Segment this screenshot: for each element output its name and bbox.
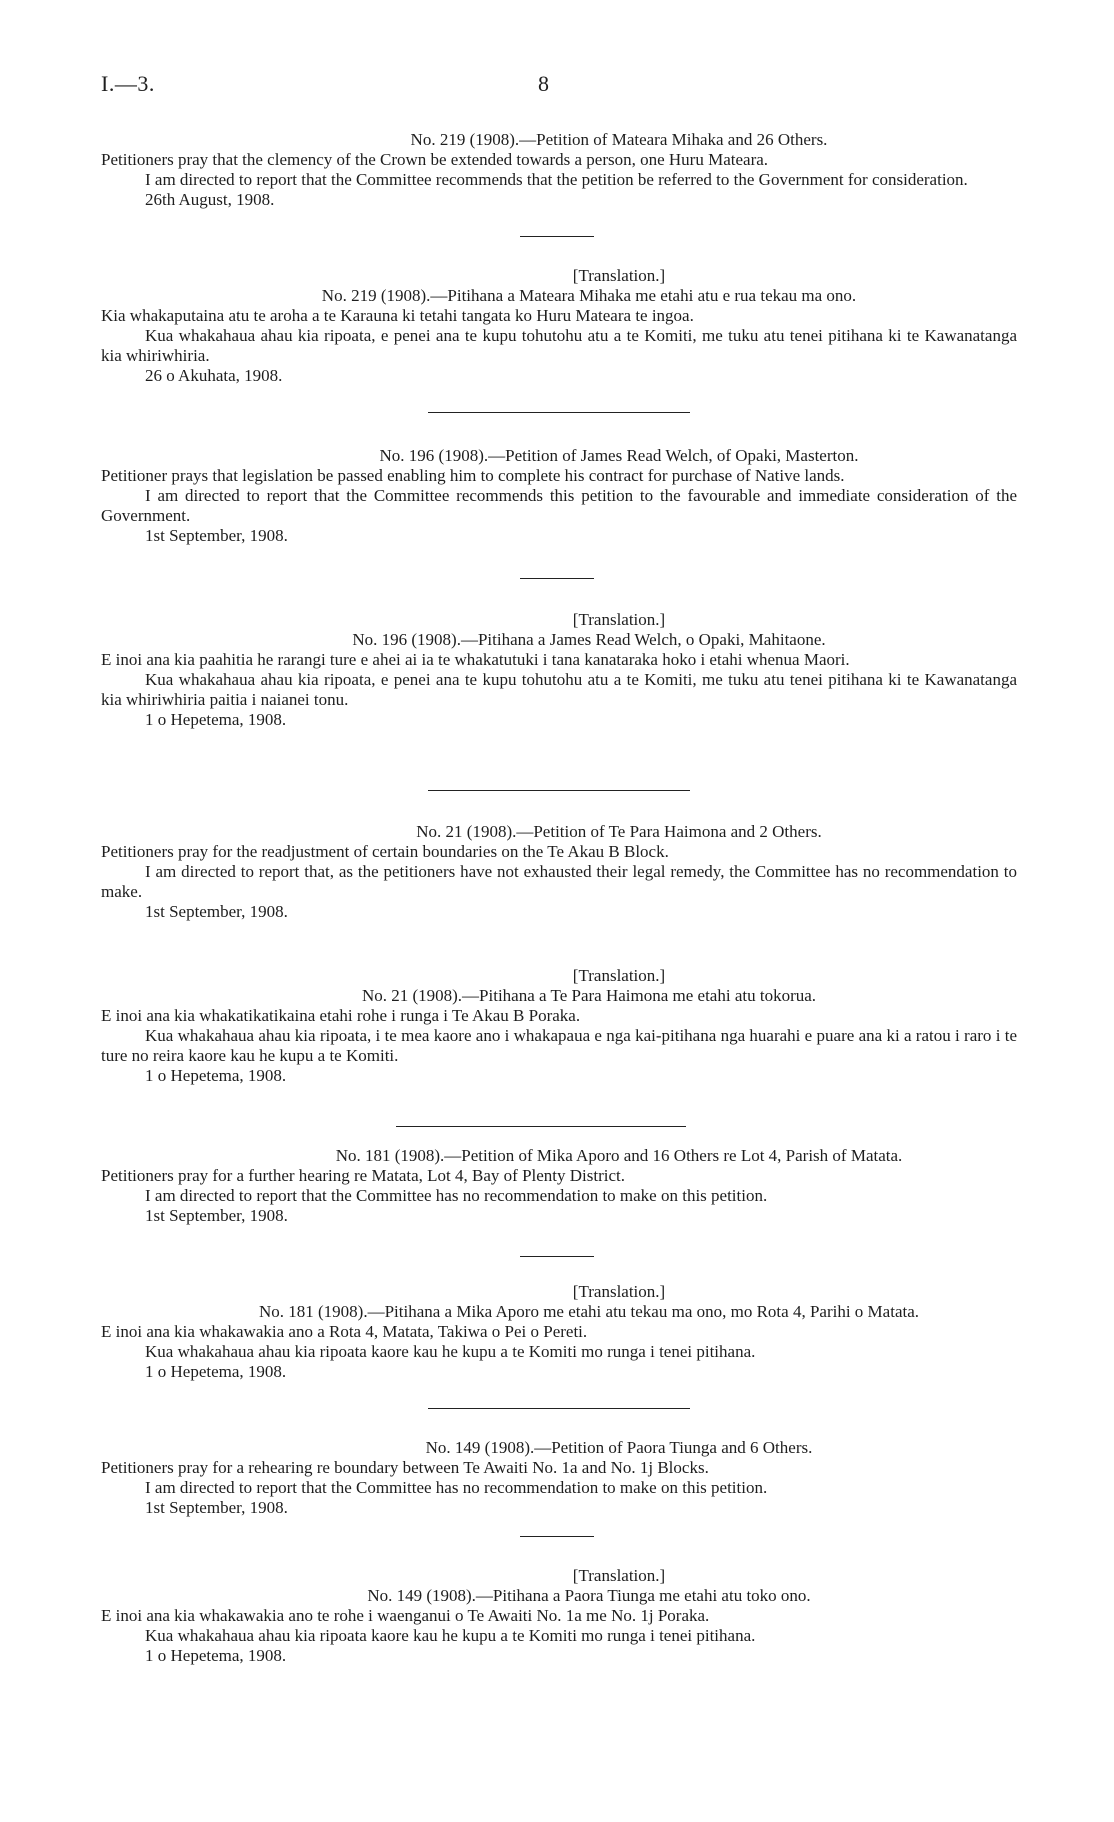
petition-prayer: Petitioner prays that legislation be passed enabling him to complete his contract for purchase of Native lands. — [101, 466, 845, 485]
section-rule — [520, 578, 594, 579]
translation-report: Kua whakahaua ahau kia ripoata, e penei ana te kupu tohutohu atu a te Komiti, me tuku atu tenei pitihana ki te Kawanatanga kia whiriwhiria. — [101, 326, 1017, 365]
petition-entry — [101, 446, 1017, 546]
report-date: 26th August, 1908. — [145, 190, 275, 209]
committee-report: I am directed to report that the Committee has no recommendation to make on this petition. — [145, 1478, 768, 1497]
translation-date: 1 o Hepetema, 1908. — [145, 1066, 287, 1085]
petition-title: No. 21 (1908).—Petition of Te Para Haimona and 2 Others. — [416, 822, 822, 841]
petition-prayer: Petitioners pray for the readjustment of certain boundaries on the Te Akau B Block. — [101, 842, 669, 861]
translation-label: [Translation.] — [572, 610, 666, 629]
petition-prayer: Petitioners pray that the clemency of the Crown be extended towards a person, one Huru Mateara. — [101, 150, 769, 169]
petition-entry — [101, 822, 1017, 922]
document-reference: I.—3. — [101, 71, 155, 96]
translation-report: Kua whakahaua ahau kia ripoata, i te mea kaore ano i whakapaua e nga kai-pitihana nga huarahi e puare ana ki a ratou i raro i te ture no reira kaore kau he kupu a te Komiti. — [101, 1026, 1017, 1065]
translation-prayer: E inoi ana kia paahitia he rarangi ture e ahei ai ia te whakatutuki i tana kanataraka hoko i etahi whenua Maori. — [101, 650, 850, 669]
translation-entry — [101, 966, 1017, 1086]
section-rule — [520, 1536, 594, 1537]
translation-entry — [101, 1566, 1017, 1666]
translation-prayer: E inoi ana kia whakawakia ano a Rota 4, Matata, Takiwa o Pei o Pereti. — [101, 1322, 588, 1341]
petition-entry — [101, 130, 1017, 210]
petition-title: No. 181 (1908).—Petition of Mika Aporo and 16 Others re Lot 4, Parish of Matata. — [335, 1146, 903, 1165]
translation-date: 26 o Akuhata, 1908. — [145, 366, 283, 385]
translation-date: 1 o Hepetema, 1908. — [145, 710, 287, 729]
translation-date: 1 o Hepetema, 1908. — [145, 1362, 287, 1381]
entry-divider — [428, 412, 690, 413]
petition-entry — [101, 1146, 1017, 1226]
translation-label: [Translation.] — [572, 966, 666, 985]
translation-title: No. 219 (1908).—Pitihana a Mateara Mihaka me etahi atu e rua tekau ma ono. — [321, 286, 857, 305]
translation-report: Kua whakahaua ahau kia ripoata, e penei ana te kupu tohutohu atu a te Komiti, me tuku atu tenei pitihana ki te Kawanatanga kia whiriwhiria paitia i naianei tonu. — [101, 670, 1017, 709]
entry-divider — [396, 1126, 686, 1127]
translation-entry — [101, 1282, 1017, 1382]
translation-report: Kua whakahaua ahau kia ripoata kaore kau he kupu a te Komiti mo runga i tenei pitihana. — [145, 1342, 756, 1361]
committee-report: I am directed to report that the Committee recommends this petition to the favourable and immediate consideration of the Government. — [101, 486, 1017, 525]
report-date: 1st September, 1908. — [145, 1498, 288, 1517]
petition-prayer: Petitioners pray for a further hearing re Matata, Lot 4, Bay of Plenty District. — [101, 1166, 626, 1185]
committee-report: I am directed to report that the Committee recommends that the petition be referred to the Government for consideration. — [145, 170, 968, 189]
translation-entry — [101, 266, 1017, 386]
translation-prayer: E inoi ana kia whakawakia ano te rohe i waenganui o Te Awaiti No. 1a me No. 1j Poraka. — [101, 1606, 710, 1625]
entry-divider — [428, 1408, 690, 1409]
translation-prayer: Kia whakaputaina atu te aroha a te Karauna ki tetahi tangata ko Huru Mateara te ingoa. — [101, 306, 694, 325]
petition-title: No. 196 (1908).—Petition of James Read Welch, of Opaki, Masterton. — [379, 446, 859, 465]
page-number: 8 — [538, 71, 549, 96]
committee-report: I am directed to report that the Committee has no recommendation to make on this petition. — [145, 1186, 768, 1205]
translation-label: [Translation.] — [572, 1282, 666, 1301]
report-date: 1st September, 1908. — [145, 1206, 288, 1225]
report-date: 1st September, 1908. — [145, 902, 288, 921]
committee-report: I am directed to report that, as the petitioners have not exhausted their legal remedy, the Committee has no recommendation to make. — [101, 862, 1017, 901]
translation-label: [Translation.] — [572, 1566, 666, 1585]
petition-title: No. 219 (1908).—Petition of Mateara Mihaka and 26 Others. — [410, 130, 828, 149]
section-rule — [520, 1256, 594, 1257]
translation-title: No. 21 (1908).—Pitihana a Te Para Haimona me etahi atu tokorua. — [361, 986, 817, 1005]
translation-title: No. 181 (1908).—Pitihana a Mika Aporo me etahi atu tekau ma ono, mo Rota 4, Parihi o Matata. — [258, 1302, 920, 1321]
petition-prayer: Petitioners pray for a rehearing re boundary between Te Awaiti No. 1a and No. 1j Blocks. — [101, 1458, 709, 1477]
petition-title: No. 149 (1908).—Petition of Paora Tiunga and 6 Others. — [425, 1438, 813, 1457]
report-date: 1st September, 1908. — [145, 526, 288, 545]
translation-title: No. 149 (1908).—Pitihana a Paora Tiunga me etahi atu toko ono. — [367, 1586, 811, 1605]
translation-report: Kua whakahaua ahau kia ripoata kaore kau he kupu a te Komiti mo runga i tenei pitihana. — [145, 1626, 756, 1645]
petition-entry — [101, 1438, 1017, 1518]
translation-label: [Translation.] — [572, 266, 666, 285]
translation-entry — [101, 610, 1017, 730]
translation-date: 1 o Hepetema, 1908. — [145, 1646, 287, 1665]
translation-prayer: E inoi ana kia whakatikatikaina etahi rohe i runga i Te Akau B Poraka. — [101, 1006, 581, 1025]
entry-divider — [428, 790, 690, 791]
translation-title: No. 196 (1908).—Pitihana a James Read Welch, o Opaki, Mahitaone. — [352, 630, 826, 649]
section-rule — [520, 236, 594, 237]
